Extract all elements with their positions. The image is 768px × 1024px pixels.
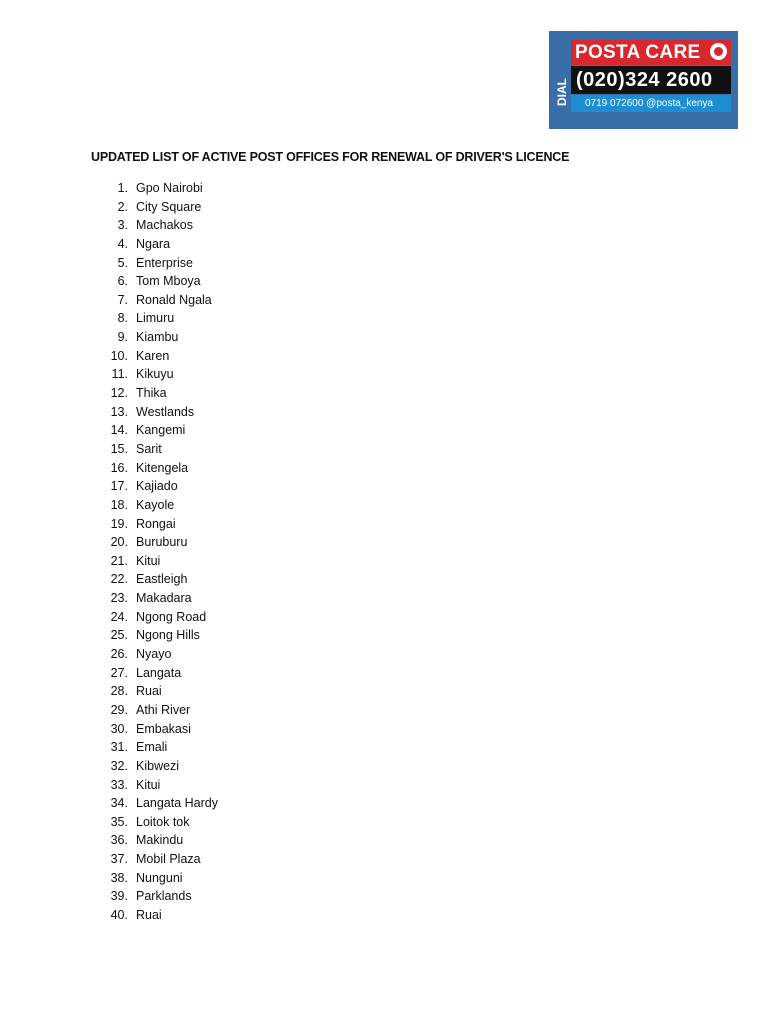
list-item-office-name: Kayole bbox=[136, 497, 175, 512]
list-item-number: 7. bbox=[117, 292, 128, 307]
list-item-office-name: Nunguni bbox=[136, 870, 183, 885]
list-item-office-name: Nyayo bbox=[136, 647, 172, 662]
list-item-number: 15. bbox=[110, 441, 128, 456]
posta-care-logo bbox=[549, 31, 738, 129]
logo-brand-bar bbox=[571, 40, 731, 65]
list-item-office-name: Ronald Ngala bbox=[136, 292, 212, 307]
list-item-number: 14. bbox=[110, 423, 128, 438]
list-item-number: 12. bbox=[110, 386, 128, 401]
list-item-number: 9. bbox=[117, 330, 128, 345]
list-item-office-name: Ngong Hills bbox=[136, 628, 200, 643]
list-item-office-name: Enterprise bbox=[136, 255, 193, 270]
list-item-office-name: Sarit bbox=[136, 441, 162, 456]
logo-brand-text: POSTA CARE bbox=[575, 42, 701, 63]
list-item-office-name: Athi River bbox=[136, 702, 191, 717]
list-item-office-name: Limuru bbox=[136, 311, 175, 326]
list-item-number: 23. bbox=[110, 591, 128, 606]
list-item-number: 30. bbox=[110, 721, 128, 736]
list-item-number: 17. bbox=[110, 479, 128, 494]
list-item-number: 36. bbox=[110, 833, 128, 848]
list-item-office-name: Westlands bbox=[136, 404, 195, 419]
logo-dial-label: DIAL bbox=[555, 78, 569, 106]
logo-phone-number: (020)324 2600 bbox=[571, 66, 731, 94]
list-item-office-name: Thika bbox=[136, 386, 167, 401]
list-item-number: 5. bbox=[117, 255, 128, 270]
list-item-number: 4. bbox=[117, 236, 128, 251]
list-item-number: 13. bbox=[110, 404, 128, 419]
list-item-number: 8. bbox=[117, 311, 128, 326]
list-item-office-name: City Square bbox=[136, 199, 202, 214]
list-item-number: 34. bbox=[110, 796, 128, 811]
list-item-office-name: Ngara bbox=[136, 236, 171, 251]
logo-sub-contact: 0719 072600 @posta_kenya bbox=[571, 95, 731, 112]
list-item-number: 28. bbox=[110, 684, 128, 699]
list-item-office-name: Kajiado bbox=[136, 479, 178, 494]
list-item-number: 6. bbox=[117, 274, 128, 289]
list-item-office-name: Makindu bbox=[136, 833, 184, 848]
list-item-office-name: Embakasi bbox=[136, 721, 191, 736]
list-item-office-name: Kitui bbox=[136, 777, 161, 792]
list-item-number: 19. bbox=[110, 516, 128, 531]
list-item-office-name: Langata Hardy bbox=[136, 796, 219, 811]
list-item-office-name: Makadara bbox=[136, 591, 192, 606]
list-item-office-name: Emali bbox=[136, 740, 168, 755]
list-item-number: 2. bbox=[117, 199, 128, 214]
list-item-number: 1. bbox=[117, 181, 128, 195]
posta-emblem-icon bbox=[710, 43, 727, 60]
list-item-number: 11. bbox=[111, 367, 128, 382]
list-item-office-name: Mobil Plaza bbox=[136, 852, 201, 867]
list-item-number: 35. bbox=[110, 814, 128, 829]
list-item-number: 33. bbox=[110, 777, 128, 792]
list-item-number: 39. bbox=[110, 889, 128, 904]
list-item-office-name: Ruai bbox=[136, 907, 162, 922]
list-item-office-name: Karen bbox=[136, 348, 170, 363]
list-item-office-name: Rongai bbox=[136, 516, 176, 531]
list-item-office-name: Tom Mboya bbox=[136, 274, 201, 289]
document-title: UPDATED LIST OF ACTIVE POST OFFICES FOR RENEWAL OF DRIVER'S LICENCE bbox=[91, 150, 570, 164]
list-item-number: 18. bbox=[110, 497, 128, 512]
list-item-number: 31. bbox=[110, 740, 128, 755]
list-item-office-name: Ruai bbox=[136, 684, 162, 699]
list-item-office-name: Machakos bbox=[136, 218, 193, 233]
list-item-office-name: Langata bbox=[136, 665, 182, 680]
list-item-office-name: Kiambu bbox=[136, 330, 179, 345]
list-item-number: 16. bbox=[110, 460, 128, 475]
list-item-office-name: Buruburu bbox=[136, 535, 188, 550]
list-item-office-name: Loitok tok bbox=[136, 814, 190, 829]
list-item-office-name: Kitengela bbox=[136, 460, 189, 475]
list-item-number: 20. bbox=[110, 535, 128, 550]
list-item-number: 3. bbox=[117, 218, 128, 233]
list-item-office-name: Kitui bbox=[136, 553, 161, 568]
list-item-number: 32. bbox=[110, 758, 128, 773]
list-item-number: 29. bbox=[110, 702, 128, 717]
list-item-number: 10. bbox=[110, 348, 128, 363]
list-item-number: 27. bbox=[110, 665, 128, 680]
list-item-number: 38. bbox=[110, 870, 128, 885]
list-item-office-name: Eastleigh bbox=[136, 572, 188, 587]
list-item-office-name: Kangemi bbox=[136, 423, 186, 438]
list-item-number: 40. bbox=[110, 907, 128, 922]
list-item-office-name: Gpo Nairobi bbox=[136, 181, 203, 195]
list-item-office-name: Kibwezi bbox=[136, 758, 180, 773]
list-item-number: 22. bbox=[110, 572, 128, 587]
list-item-number: 25. bbox=[110, 628, 128, 643]
list-item-office-name: Parklands bbox=[136, 889, 192, 904]
list-item-number: 26. bbox=[110, 647, 128, 662]
list-item-number: 37. bbox=[110, 852, 128, 867]
list-item-number: 21. bbox=[110, 553, 128, 568]
list-item-office-name: Kikuyu bbox=[136, 367, 174, 382]
list-item-number: 24. bbox=[110, 609, 128, 624]
list-item-office-name: Ngong Road bbox=[136, 609, 207, 624]
